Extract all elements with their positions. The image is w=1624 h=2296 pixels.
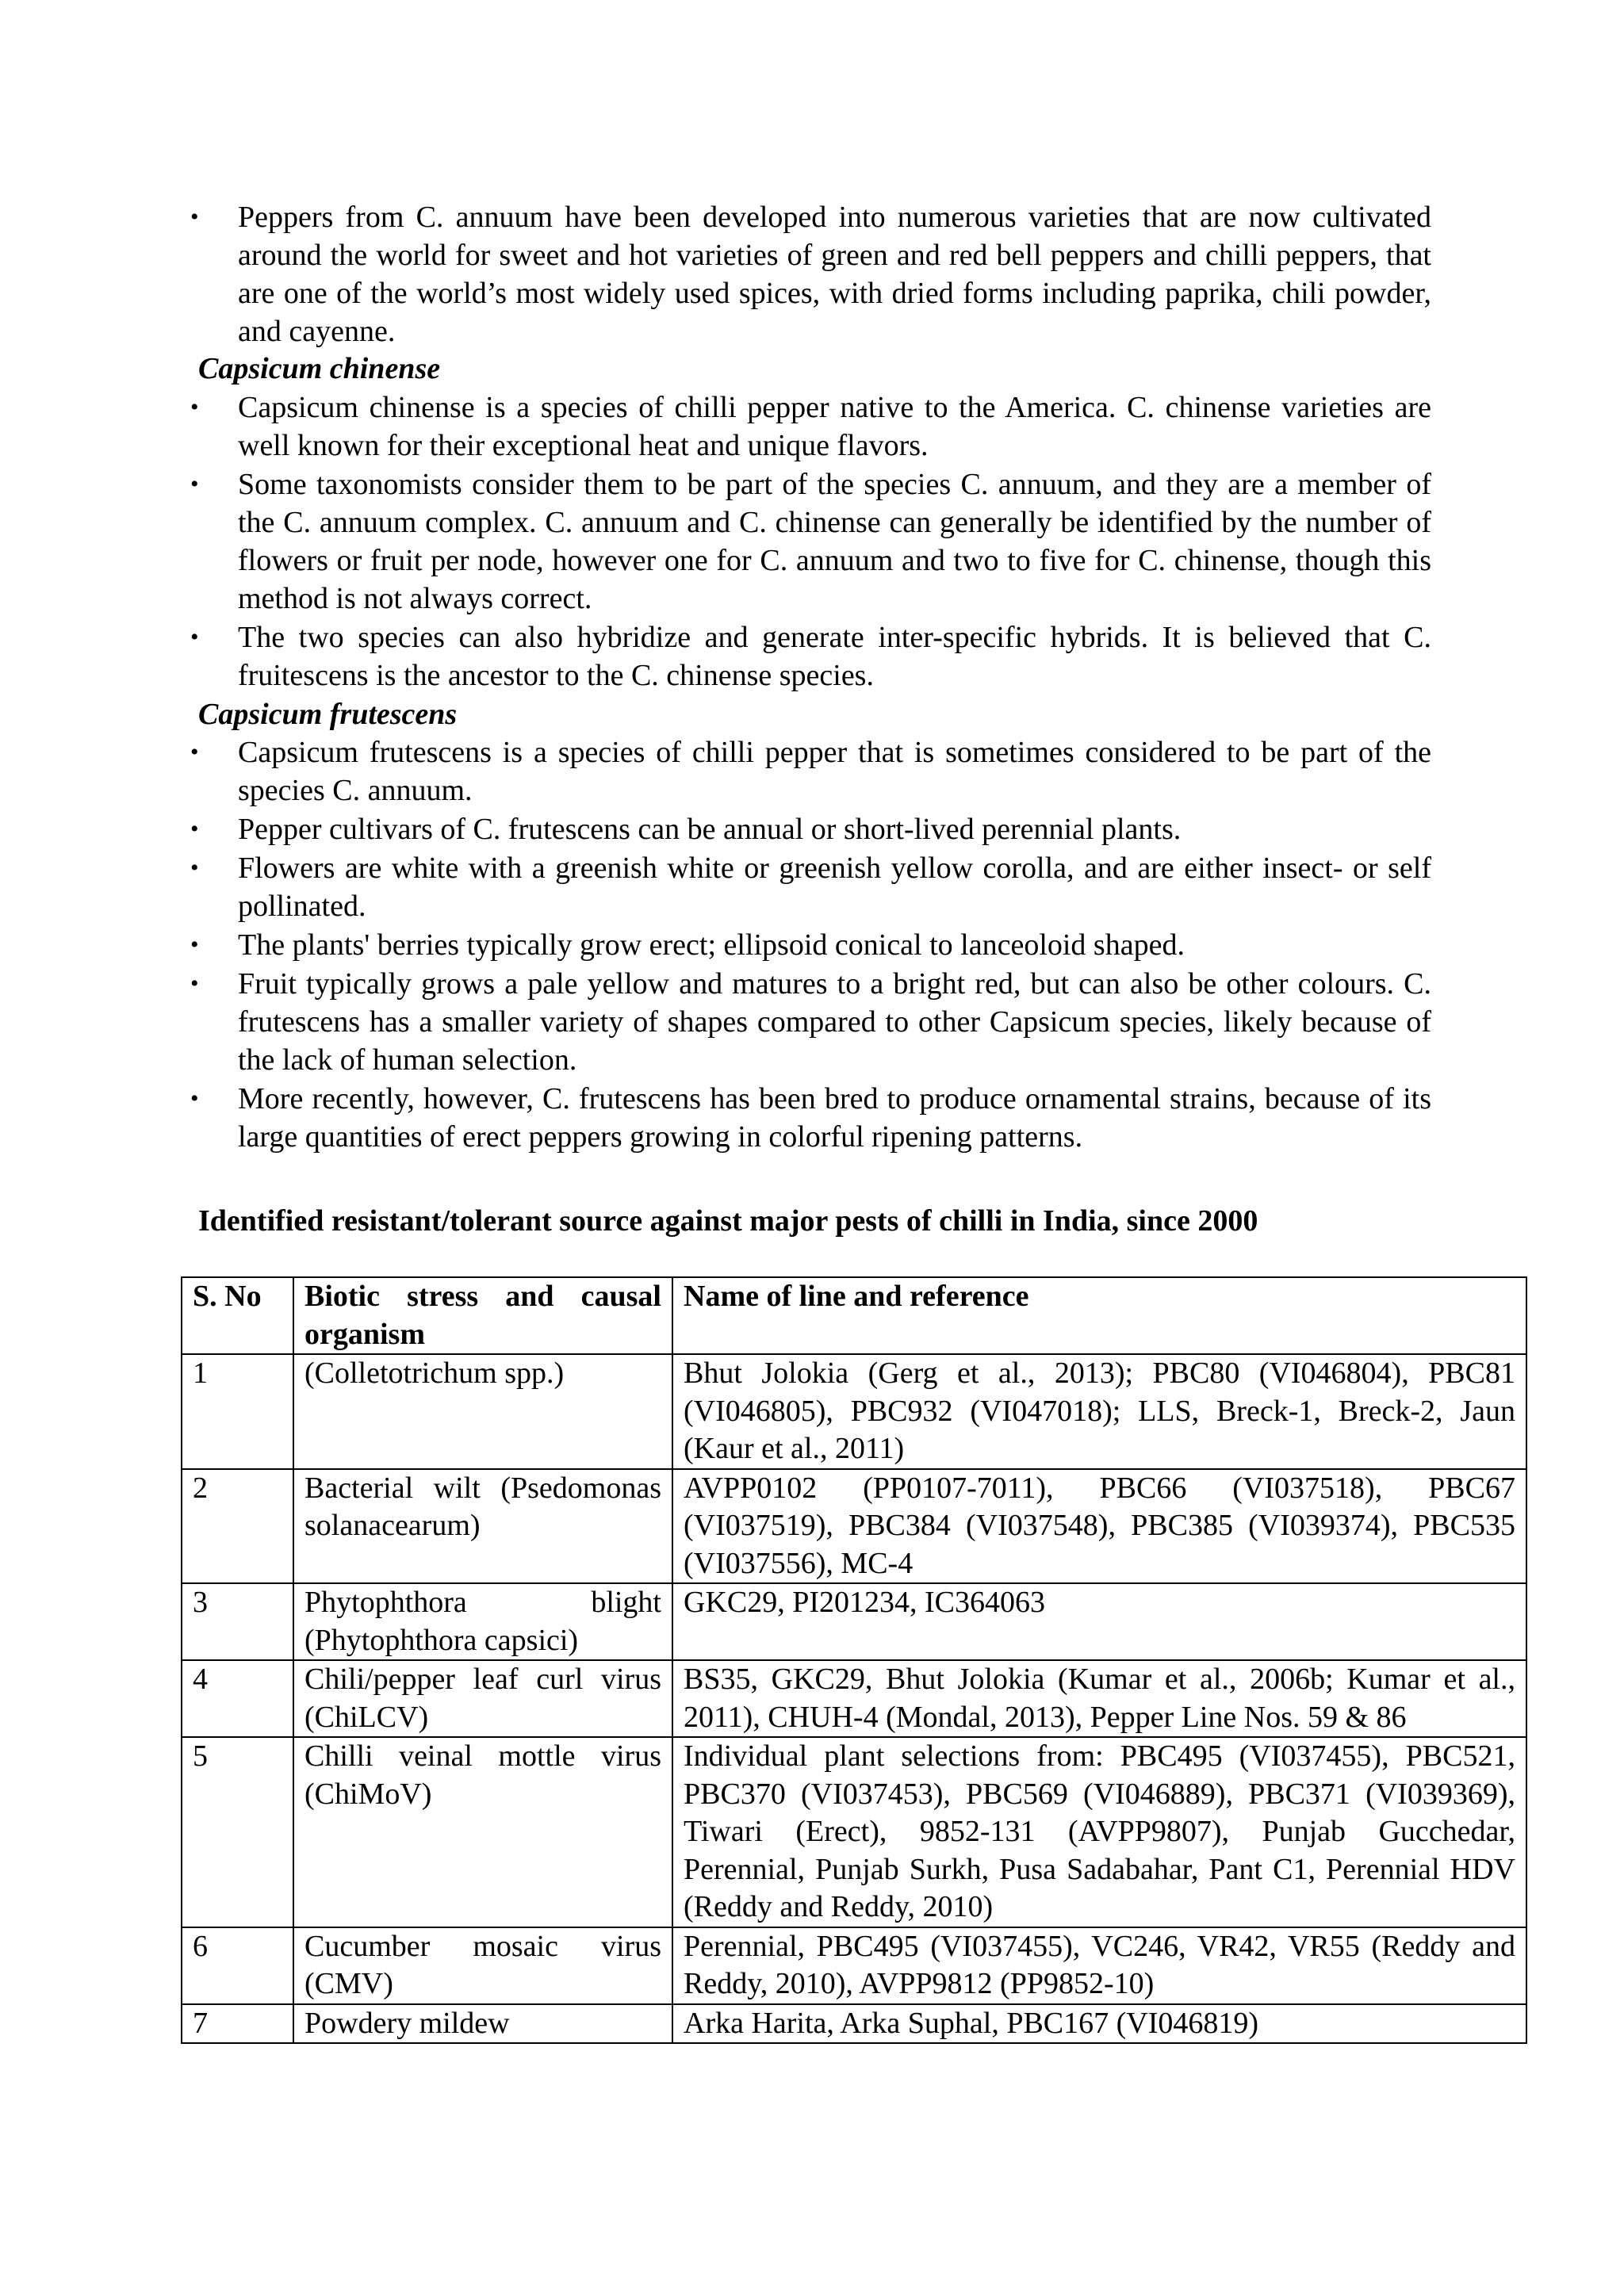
section-heading-capsicum-frutescens: Capsicum frutescens — [198, 698, 458, 731]
cell-biotic-stress: Powdery mildew — [293, 2004, 672, 2044]
intro-bullet-list — [190, 198, 1431, 351]
cell-biotic-stress: Phytophthora blight (Phytophthora capsici) — [293, 1583, 672, 1660]
bullet-item: • Peppers from C. annuum have been developed into numerous varieties that are now cultivated around the world for sweet and hot varieties of green and red bell peppers and chilli peppers, that are one of the world’s most widely used spices, with dried forms including paprika, chili powder, and cayenne. — [238, 198, 1431, 350]
bullet-icon: • — [190, 1085, 199, 1112]
bullet-item: • Pepper cultivars of C. frutescens can be annual or short-lived perennial plants. — [238, 810, 1431, 848]
bullet-icon: • — [190, 855, 199, 881]
cell-biotic-stress: Chili/pepper leaf curl virus (ChiLCV) — [293, 1660, 672, 1737]
bullet-item: • The plants' berries typically grow erect; ellipsoid conical to lanceoloid shaped. — [238, 926, 1431, 964]
header-biotic-stress: Biotic stress and causal organism — [293, 1277, 672, 1354]
table-caption: Identified resistant/tolerant source against major pests of chilli in India, since 2000 — [198, 1204, 1258, 1238]
cell-line-reference: Perennial, PBC495 (VI037455), VC246, VR42, VR55 (Reddy and Reddy, 2010), AVPP9812 (PP9852-10) — [672, 1927, 1526, 2004]
bullet-icon: • — [190, 970, 199, 997]
bullet-item: • Fruit typically grows a pale yellow and matures to a bright red, but can also be other colours. C. frutescens has a smaller variety of shapes compared to other Capsicum species, likely because of the lack of human selection. — [238, 965, 1431, 1079]
cell-biotic-stress: Cucumber mosaic virus (CMV) — [293, 1927, 672, 2004]
cell-serial-number: 6 — [182, 1927, 293, 2004]
capsicum-frutescens-bullet-list — [190, 733, 1431, 1157]
table-row — [182, 1469, 1526, 1584]
bullet-icon: • — [190, 471, 199, 497]
section-heading-capsicum-chinense: Capsicum chinense — [198, 352, 441, 385]
cell-biotic-stress: (Colletotrichum spp.) — [293, 1354, 672, 1469]
cell-serial-number: 1 — [182, 1354, 293, 1469]
header-serial-number: S. No — [182, 1277, 293, 1354]
cell-line-reference: AVPP0102 (PP0107-7011), PBC66 (VI037518), PBC67 (VI037519), PBC384 (VI037548), PBC385 (VI039374), PBC535 (VI037556), MC-4 — [672, 1469, 1526, 1584]
cell-line-reference: BS35, GKC29, Bhut Jolokia (Kumar et al., 2006b; Kumar et al., 2011), CHUH-4 (Mondal, 2013), Pepper Line Nos. 59 & 86 — [672, 1660, 1526, 1737]
cell-biotic-stress: Chilli veinal mottle virus (ChiMoV) — [293, 1737, 672, 1927]
cell-line-reference: Bhut Jolokia (Gerg et al., 2013); PBC80 (VI046804), PBC81 (VI046805), PBC932 (VI047018); LLS, Breck-1, Breck-2, Jaun (Kaur et al., 2011) — [672, 1354, 1526, 1469]
bullet-icon: • — [190, 624, 199, 650]
bullet-item: • Flowers are white with a greenish white or greenish yellow corolla, and are either insect- or self pollinated. — [238, 849, 1431, 925]
cell-line-reference: Individual plant selections from: PBC495 (VI037455), PBC521, PBC370 (VI037453), PBC569 (VI046889), PBC371 (VI039369), Tiwari (Erect), 9852-131 (AVPP9807), Punjab Gucchedar, Perennial, Punjab Surkh, Pusa Sadabahar, Pant C1, Perennial HDV (Reddy and Reddy, 2010) — [672, 1737, 1526, 1927]
bullet-item: • More recently, however, C. frutescens has been bred to produce ornamental strains, because of its large quantities of erect peppers growing in colorful ripening patterns. — [238, 1080, 1431, 1156]
bullet-icon: • — [190, 816, 199, 842]
table-header-row — [182, 1277, 1526, 1354]
resistant-source-table — [181, 1276, 1527, 2044]
table-row — [182, 1737, 1526, 1927]
table-row — [182, 1660, 1526, 1737]
bullet-item: • Capsicum chinense is a species of chilli pepper native to the America. C. chinense varieties are well known for their exceptional heat and unique flavors. — [238, 388, 1431, 465]
table-row — [182, 2004, 1526, 2044]
cell-serial-number: 3 — [182, 1583, 293, 1660]
bullet-item: • Capsicum frutescens is a species of chilli pepper that is sometimes considered to be part of the species C. annuum. — [238, 733, 1431, 809]
cell-serial-number: 7 — [182, 2004, 293, 2044]
bullet-icon: • — [190, 204, 199, 230]
cell-serial-number: 4 — [182, 1660, 293, 1737]
cell-serial-number: 5 — [182, 1737, 293, 1927]
cell-line-reference: Arka Harita, Arka Suphal, PBC167 (VI046819) — [672, 2004, 1526, 2044]
header-line-reference: Name of line and reference — [672, 1277, 1526, 1354]
cell-serial-number: 2 — [182, 1469, 293, 1584]
bullet-icon: • — [190, 739, 199, 765]
cell-line-reference: GKC29, PI201234, IC364063 — [672, 1583, 1526, 1660]
cell-biotic-stress: Bacterial wilt (Psedomonas solanacearum) — [293, 1469, 672, 1584]
bullet-item: • The two species can also hybridize and generate inter-specific hybrids. It is believed that C. fruitescens is the ancestor to the C. chinense species. — [238, 618, 1431, 695]
bullet-item: • Some taxonomists consider them to be part of the species C. annuum, and they are a member of the C. annuum complex. C. annuum and C. chinense can generally be identified by the number of flowers or fruit per node, however one for C. annuum and two to five for C. chinense, though this method is not always correct. — [238, 465, 1431, 618]
bullet-icon: • — [190, 932, 199, 958]
bullet-icon: • — [190, 394, 199, 420]
capsicum-chinense-bullet-list — [190, 388, 1431, 695]
table-row — [182, 1354, 1526, 1469]
table-row — [182, 1583, 1526, 1660]
table-row — [182, 1927, 1526, 2004]
